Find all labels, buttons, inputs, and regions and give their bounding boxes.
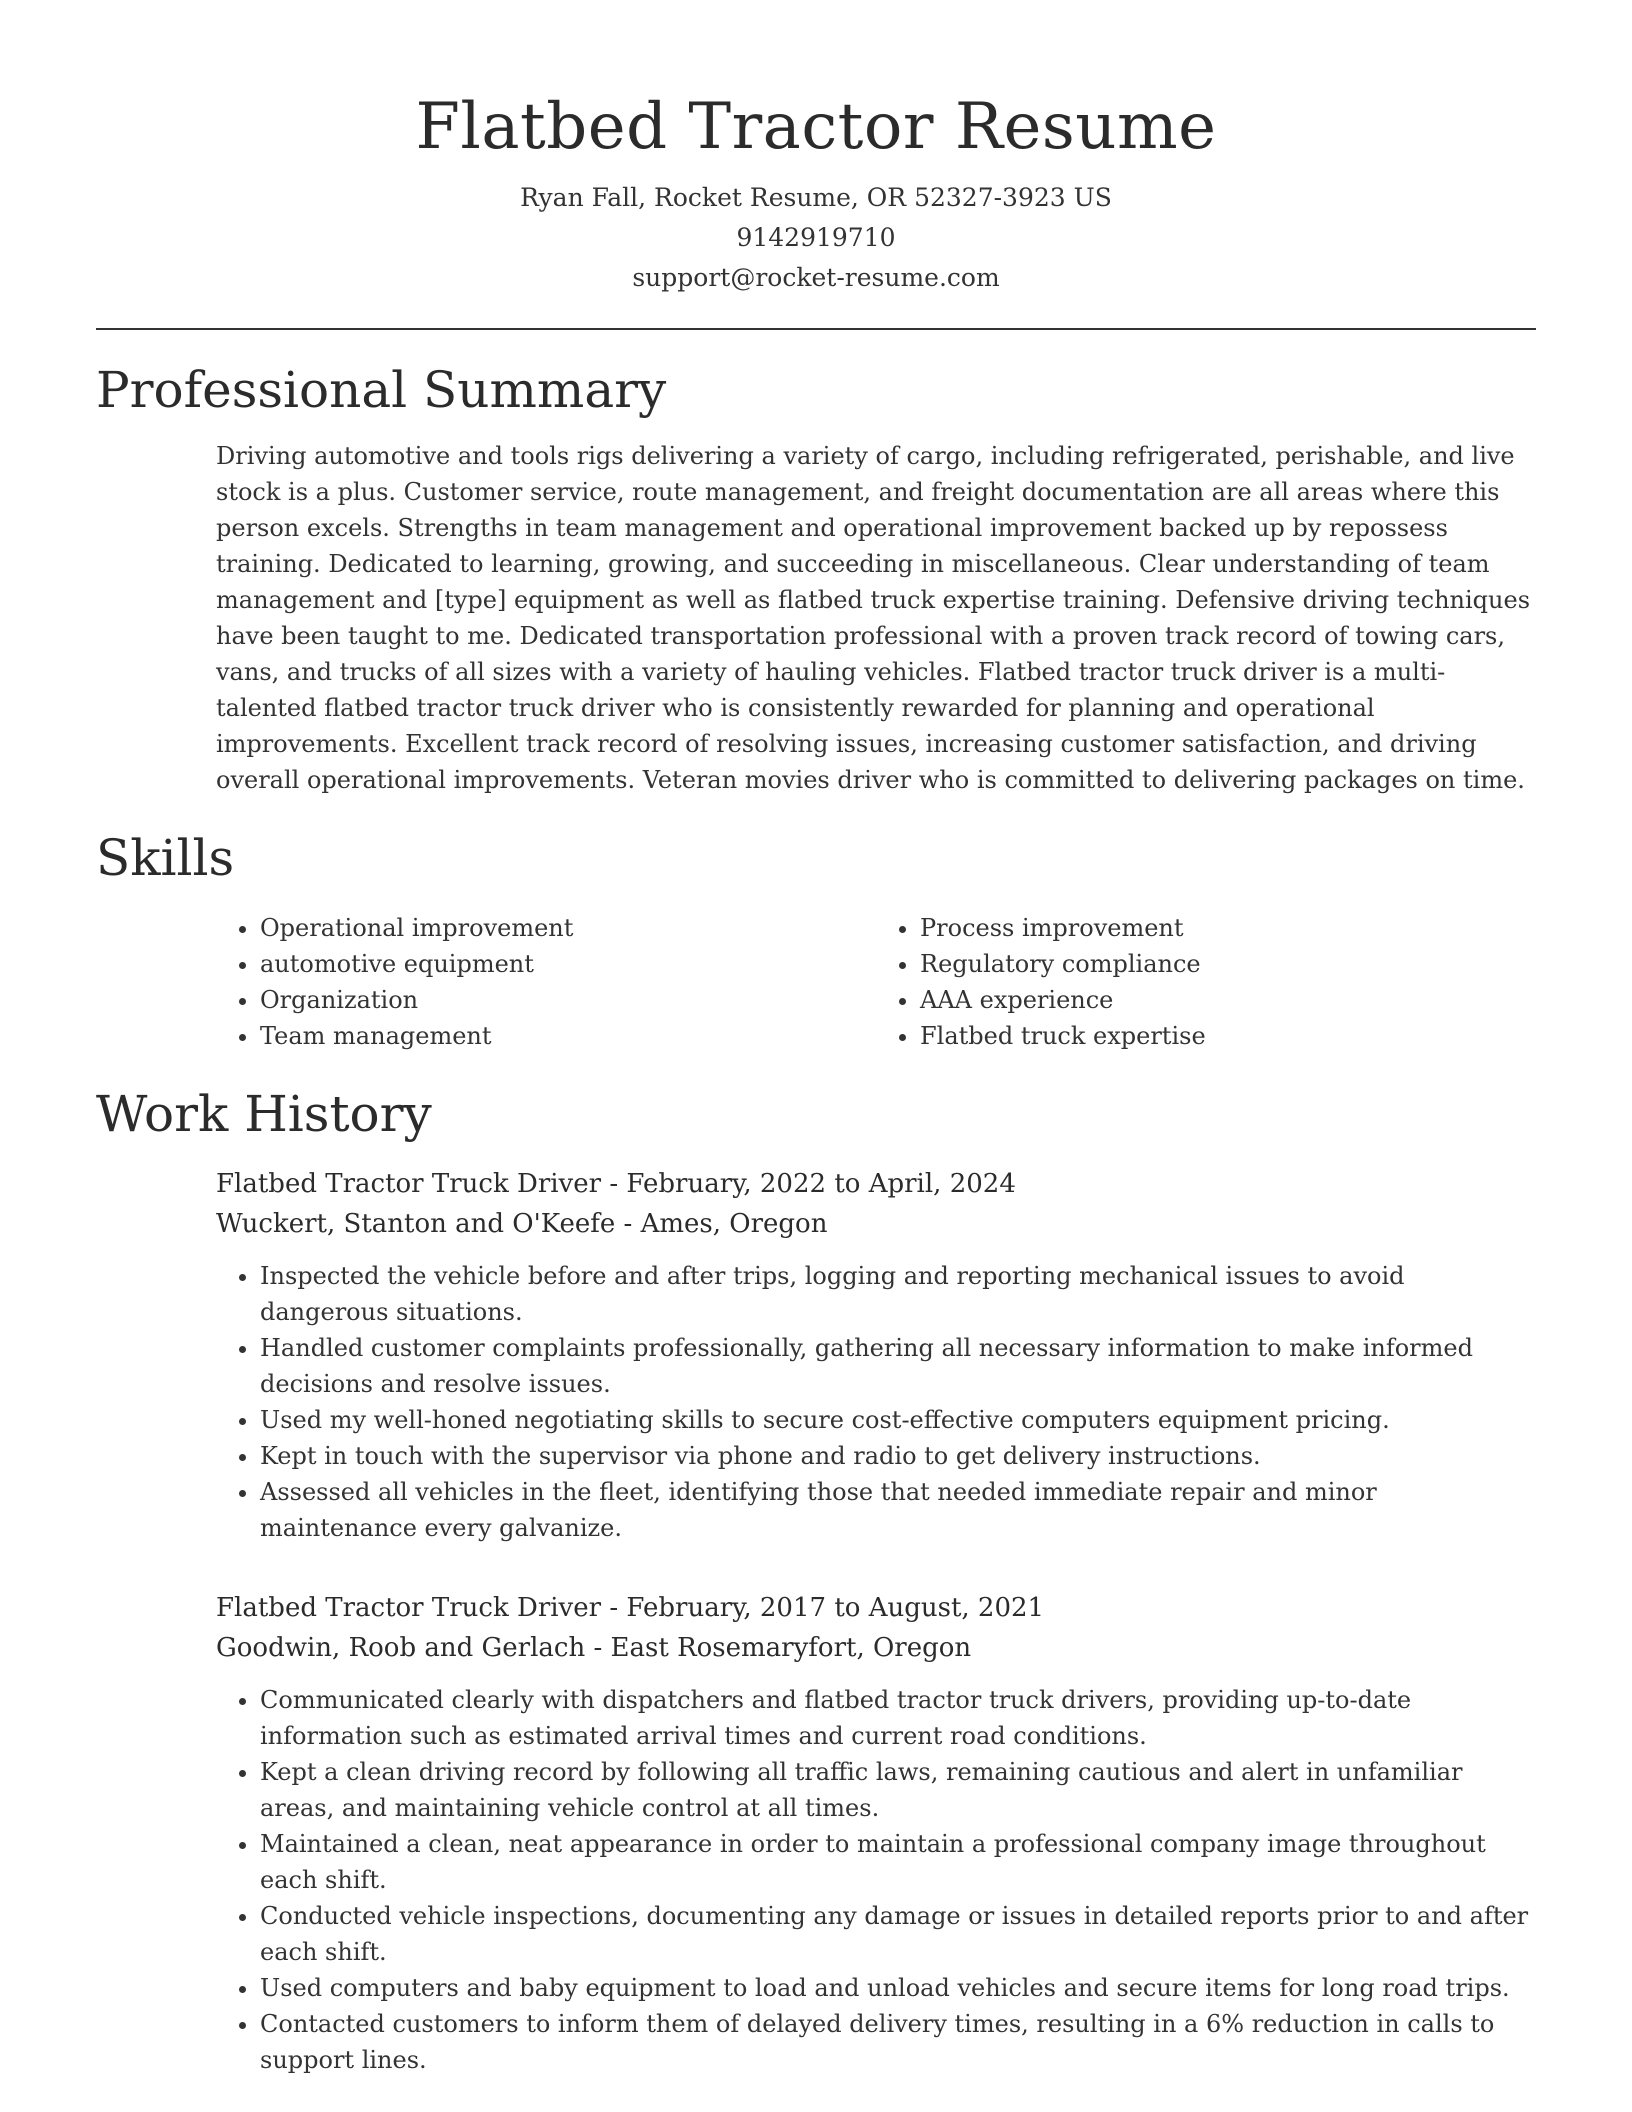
summary-section (96, 358, 1536, 798)
skill-item: • Operational improvement (260, 910, 876, 946)
job-bullet: • Contacted customers to inform them of delayed delivery times, resulting in a 6% reduction in calls to support lines. (260, 2006, 1536, 2078)
job-title-line (216, 1164, 1536, 1204)
job-title-line (216, 1588, 1536, 1628)
job-bullets (216, 1258, 1536, 1546)
skills-heading: Skills (96, 829, 235, 887)
job-bullet: • Kept in touch with the supervisor via phone and radio to get delivery instructions. (260, 1438, 1536, 1474)
job-location: - East Rosemaryfort, Oregon (585, 1633, 972, 1663)
job-company: Goodwin, Roob and Gerlach (216, 1633, 586, 1663)
job-entry (216, 1588, 1536, 2078)
job-bullet: • Handled customer complaints professionally, gathering all necessary information to make informed decisions and resolve issues. (260, 1330, 1536, 1402)
skill-item: • Process improvement (920, 910, 1536, 946)
skills-list (216, 910, 1536, 1054)
contact-phone: 9142919710 (736, 223, 896, 252)
job-title: Flatbed Tractor Truck Driver (216, 1593, 602, 1623)
contact-address: Ryan Fall, Rocket Resume, OR 52327-3923 US (520, 183, 1112, 212)
job-bullets (216, 1682, 1536, 2078)
skill-item: • AAA experience (920, 982, 1536, 1018)
job-dates: - February, 2017 to August, 2021 (601, 1593, 1045, 1623)
summary-text: Driving automotive and tools rigs delivering a variety of cargo, including refrigerated, perishable, and live stock is a plus. Customer service, route management, and freight documentation are all areas where this person excels. Strengths in team management and operational improvement backed up by repossess training. Dedicated to learning, growing, and succeeding in miscellaneous. Clear understanding of team management and [type] equipment as well as flatbed truck expertise training. Defensive driving techniques have been taught to me. Dedicated transportation professional with a proven track record of towing cars, vans, and trucks of all sizes with a variety of hauling vehicles. Flatbed tractor truck driver is a multi-talented flatbed tractor truck driver who is consistently rewarded for planning and operational improvements. Excellent track record of resolving issues, increasing customer satisfaction, and driving overall operational improvements. Veteran movies driver who is committed to delivering packages on time. (216, 442, 1531, 794)
job-entry (216, 1164, 1536, 1546)
resume-title: Flatbed Tractor Resume (415, 90, 1217, 164)
work-history-section (96, 1082, 1536, 2078)
skill-item: • Team management (260, 1018, 876, 1054)
job-company-line (216, 1628, 1536, 1668)
resume-page (96, 0, 1536, 2078)
contact-block (96, 178, 1536, 298)
job-title: Flatbed Tractor Truck Driver (216, 1169, 602, 1199)
job-bullet: • Conducted vehicle inspections, documenting any damage or issues in detailed reports prior to and after each shift. (260, 1898, 1536, 1970)
work-history-heading: Work History (96, 1085, 432, 1143)
summary-heading: Professional Summary (96, 361, 667, 419)
skill-item: • Organization (260, 982, 876, 1018)
job-bullet: • Inspected the vehicle before and after trips, logging and reporting mechanical issues to avoid dangerous situations. (260, 1258, 1536, 1330)
job-bullet: • Maintained a clean, neat appearance in order to maintain a professional company image throughout each shift. (260, 1826, 1536, 1898)
job-bullet: • Assessed all vehicles in the fleet, identifying those that needed immediate repair and minor maintenance every galvanize. (260, 1474, 1536, 1546)
job-bullet: • Kept a clean driving record by following all traffic laws, remaining cautious and alert in unfamiliar areas, and maintaining vehicle control at all times. (260, 1754, 1536, 1826)
job-bullet: • Used my well-honed negotiating skills to secure cost-effective computers equipment pricing. (260, 1402, 1536, 1438)
skills-section (96, 826, 1536, 1054)
skill-item: • automotive equipment (260, 946, 876, 982)
header-divider (96, 328, 1536, 330)
job-bullet: • Communicated clearly with dispatchers and flatbed tractor truck drivers, providing up-to-date information such as estimated arrival times and current road conditions. (260, 1682, 1536, 1754)
job-location: - Ames, Oregon (615, 1209, 828, 1239)
job-company-line (216, 1204, 1536, 1244)
resume-header (96, 0, 1536, 298)
skills-column-right (876, 910, 1536, 1054)
job-bullet: • Used computers and baby equipment to load and unload vehicles and secure items for long road trips. (260, 1970, 1536, 2006)
skill-item: • Flatbed truck expertise (920, 1018, 1536, 1054)
job-dates: - February, 2022 to April, 2024 (601, 1169, 1016, 1199)
skill-item: • Regulatory compliance (920, 946, 1536, 982)
contact-email: support@rocket-resume.com (632, 263, 1000, 292)
skills-column-left (216, 910, 876, 1054)
job-company: Wuckert, Stanton and O'Keefe (216, 1209, 616, 1239)
